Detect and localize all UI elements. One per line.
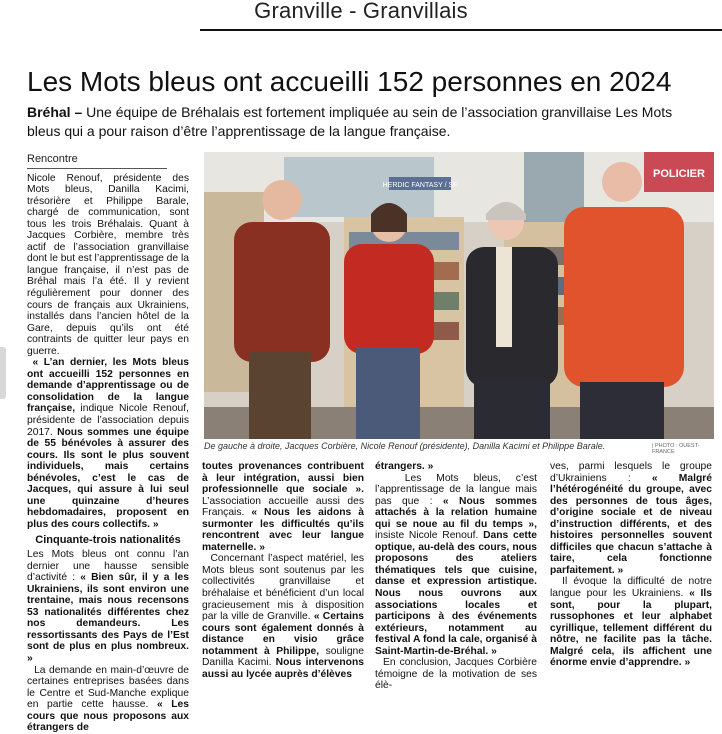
headline: Les Mots bleus ont accueilli 152 personnes en 2024 — [27, 66, 672, 97]
dateline: Bréhal – — [27, 104, 83, 120]
section-title: Granville - Granvillais — [254, 0, 468, 23]
col3-paragraph-2: Les Mots bleus, c’est l’apprentissage de la langue mais pas que : « Nous sommes attachés à la relation humaine qui se noue au fil du temps », insiste Nicole Renouf. Dans cette optique, au-delà des cours, nous proposons des ateliers thématiques tels que cuisine, danse et expression artistique. Nous nous ouvrons aux associations locales et participons à des événements extérieurs, notamment au festival A fond la cale, organisé à Saint-Martin-de-Bréhal. » — [375, 472, 538, 657]
photo-credit: | PHOTO : OUEST-FRANCE — [652, 443, 700, 455]
lead-text: Une équipe de Bréhalais est fortement impliquée au sein de l’association granvillaise Les Mots bleus qui a pour raison d’être l’apprentissage de la langue française. — [27, 104, 673, 139]
section-rule — [200, 29, 722, 31]
shelf-sign-right: POLICIER — [653, 168, 705, 180]
lead-paragraph — [27, 103, 687, 141]
shelf-sign-left: HERDIC FANTASY / SF — [382, 182, 458, 189]
photo-caption: De gauche à droite, Jacques Corbière, Nicole Renouf (présidente), Danilla Kacimi et Philippe Barale. — [204, 441, 606, 451]
rubric-label: Rencontre — [27, 153, 78, 165]
column-4 — [550, 461, 712, 669]
article-photo — [204, 152, 714, 439]
col4-paragraph-2: Il évoque la difficulté de notre langue pour les Ukrainiens. « Ils sont, pour la plupart, russophones et leur alphabet cyrillique, tellement différent du nôtre, ne facilite pas la tâche. Malgré cela, ils affichent une énorme envie d’apprendre. » — [550, 576, 712, 669]
col2-paragraph-2: Concernant l’aspect matériel, les Mots bleus sont soutenus par les collectivités granvillaise et bréhalaise et bénéficient d’un local gracieusement mis à disposition par la ville de Granville. « Certains cours sont également donnés à distance en visio grâce notamment à Philippe, souligne Danilla Kacimi. Nous intervenons aussi au lycée auprès d’élèves — [202, 553, 364, 680]
rubric-divider — [27, 168, 167, 169]
column-3 — [375, 461, 537, 692]
col3-paragraph-3: En conclusion, Jacques Corbière témoigne de la motivation de ses élè- — [375, 657, 537, 692]
column-2 — [202, 461, 364, 680]
col2-paragraph-1: toutes provenances contribuent à leur intégration, aussi bien professionnelle que sociale ». L’association accueille aussi des Français. « Nous les aidons à surmonter les difficultés qu’ils rencontrent avec leur langue maternelle. » — [202, 461, 364, 553]
side-scroll-tab[interactable] — [0, 347, 6, 399]
col1-paragraph-4: La demande en main-d’œuvre de certaines entreprises basées dans le Centre et Sud-Manche explique en partie cette hausse. « Les cours que nous proposons aux étrangers de — [27, 664, 189, 734]
col3-paragraph-1: étrangers. » — [375, 461, 434, 472]
column-1 — [27, 154, 189, 734]
col1-paragraph-2: « L’an dernier, les Mots bleus ont accueilli 152 personnes en demande d’apprentissage ou de consolidation de la langue française, indique Nicole Renouf, présidente de l’association depuis 2017. Nous sommes une équipe de 55 bénévoles à assurer des cours. Ils sont le plus souvent individuels, mais certains bénévoles, c’est le cas de Jacques, qui assure à lui seul une quinzaine d’heures hebdomadaires, proposent en plus des cours collectifs. » — [27, 357, 189, 530]
group-photo-illustration — [204, 152, 714, 439]
col1-paragraph-3: Les Mots bleus ont connu l’an dernier une hausse sensible d’activité : « Bien sûr, il y a les Ukrainiens, ils sont environ une trentaine, mais nous recensons 53 nationalités différentes chez nos demandeurs. Les ressortissants des Pays de l’Est sont de plus en plus nombreux. » — [27, 549, 189, 664]
col4-paragraph-1: ves, parmi lesquels le groupe d’Ukrainiens : « Malgré l’hétérogénéité du groupe, avec des personnes de tous âges, d’origine sociale et de niveau d’instruction différents, et des histoires personnelles souvent difficiles que chacun s’attache à taire, cela fonctionne parfaitement. » — [550, 461, 712, 576]
intertitle: Cinquante-trois nationalités — [35, 533, 181, 546]
col1-paragraph-1: Nicole Renouf, présidente des Mots bleus, Danilla Kacimi, trésorière et Philippe Barale, chargé de communication, sont tous les trois Bréhalais. Quant à Jacques Corbière, membre très actif de l’association granvillaise dont le but est l’apprentissage de la langue française, il n’est pas de Bréhal mais l’a été. Il y revient régulièrement pour donner des cours de français aux Ukrainiens, installés dans l’ancien hôtel de la Gare, depuis qu’ils ont été contraints de quitter leur pays en guerre. — [27, 172, 190, 357]
